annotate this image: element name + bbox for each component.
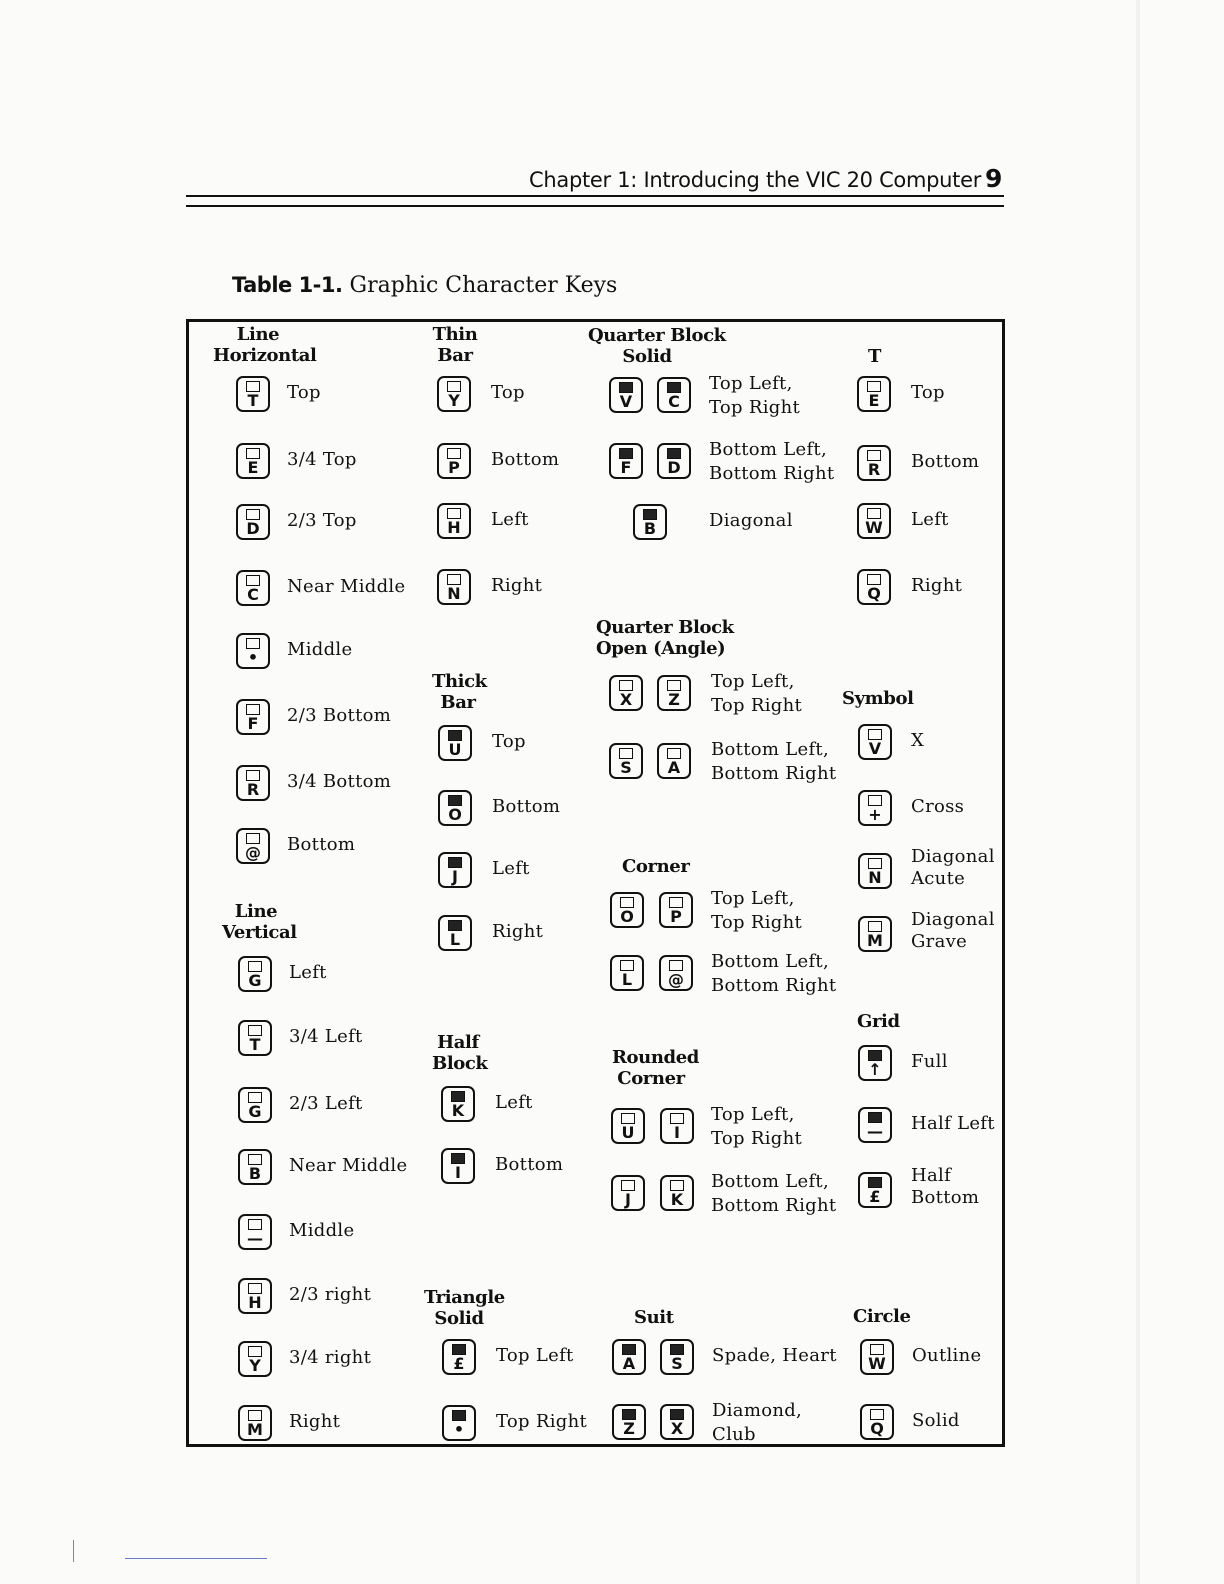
table-caption — [232, 273, 617, 298]
key-letter: U — [448, 740, 462, 759]
label-qbs-0-line2: Top Right — [709, 397, 801, 418]
header-rule-bottom — [186, 205, 1004, 207]
key-letter: — — [247, 1229, 263, 1248]
footer-link-line — [125, 1558, 267, 1559]
key-rounded-0-a — [611, 1108, 645, 1144]
label-thick-0: Top — [492, 731, 526, 752]
key-qbs-1-b — [657, 443, 691, 479]
key-letter: O — [620, 907, 634, 926]
label-half-0: Left — [495, 1092, 533, 1113]
key-letter: • — [453, 1420, 465, 1439]
table-label: Table 1-1. — [232, 273, 343, 297]
key-lv-4 — [238, 1214, 272, 1250]
section-half-block-title: Half Block — [432, 1032, 488, 1074]
key-letter: E — [868, 391, 880, 410]
key-qbo-1-a — [609, 743, 643, 779]
key-qbo-0-a — [609, 675, 643, 711]
label-lh-1: 3/4 Top — [287, 449, 357, 470]
label-lv-6: 3/4 right — [289, 1347, 372, 1368]
key-rounded-1-b — [660, 1175, 694, 1211]
key-letter: £ — [869, 1187, 881, 1206]
key-letter: P — [448, 458, 460, 477]
key-letter: • — [247, 648, 259, 667]
key-letter: S — [620, 758, 632, 777]
label-symbol-1: Cross — [911, 796, 965, 817]
label-thick-3: Right — [492, 921, 544, 942]
label-thin-2: Left — [491, 509, 529, 530]
key-lh-2 — [236, 504, 270, 540]
label-lh-0: Top — [287, 382, 321, 403]
key-rounded-1-a — [611, 1175, 645, 1211]
key-lh-0 — [236, 376, 270, 412]
label-lh-7: Bottom — [287, 834, 356, 855]
key-letter: Y — [249, 1356, 261, 1375]
label-half-1: Bottom — [495, 1154, 564, 1175]
key-letter: X — [619, 690, 633, 709]
label-thick-2: Left — [492, 858, 530, 879]
key-letter: + — [868, 805, 882, 824]
label-corner-1-line1: Bottom Left, — [711, 951, 829, 972]
section-t-title: T — [868, 346, 881, 367]
label-grid-2-line1: Half — [911, 1165, 952, 1186]
key-letter: M — [867, 931, 883, 950]
key-lv-3 — [238, 1149, 272, 1185]
label-corner-1-line2: Bottom Right — [711, 975, 837, 996]
key-corner-0-b — [659, 892, 693, 928]
label-symbol-3-line2: Grave — [911, 931, 968, 952]
label-qbs-0-line1: Top Left, — [709, 373, 793, 394]
key-letter: U — [621, 1123, 635, 1142]
key-letter: E — [247, 458, 259, 477]
key-half-0 — [441, 1086, 475, 1122]
margin-mark — [73, 1540, 74, 1562]
key-lh-1 — [236, 443, 270, 479]
label-lv-0: Left — [289, 962, 327, 983]
label-t-0: Top — [911, 382, 945, 403]
section-thick-bar-title: Thick Bar — [432, 671, 487, 713]
key-thick-3 — [438, 915, 472, 951]
key-letter: V — [868, 739, 882, 758]
key-letter: T — [247, 391, 259, 410]
key-letter: ↑ — [868, 1060, 882, 1079]
key-letter: Y — [448, 391, 460, 410]
label-t-1: Bottom — [911, 451, 980, 472]
key-circle-1 — [860, 1404, 894, 1440]
key-letter: T — [249, 1035, 261, 1054]
section-circle-title: Circle — [853, 1306, 911, 1327]
key-qbs-1-a — [609, 443, 643, 479]
key-letter: L — [621, 970, 633, 989]
key-letter: R — [867, 460, 881, 479]
key-symbol-3 — [858, 916, 892, 952]
label-suit-1-line1: Diamond, — [712, 1400, 803, 1421]
section-thin-bar-title: Thin Bar — [432, 324, 478, 366]
key-letter: @ — [245, 843, 261, 862]
label-grid-1: Half Left — [911, 1113, 995, 1134]
label-circle-1: Solid — [912, 1410, 960, 1431]
label-lh-3: Near Middle — [287, 576, 406, 597]
key-qbs-2 — [633, 504, 667, 540]
key-letter: R — [246, 780, 260, 799]
key-letter: I — [674, 1123, 680, 1142]
section-line-horizontal-title: Line Horizontal — [213, 324, 317, 366]
label-symbol-2-line2: Acute — [911, 868, 966, 889]
label-t-2: Left — [911, 509, 949, 530]
key-thin-3 — [437, 569, 471, 605]
label-qbo-0-line1: Top Left, — [711, 671, 795, 692]
label-rounded-1-line1: Bottom Left, — [711, 1171, 829, 1192]
key-t-3 — [857, 569, 891, 605]
label-grid-0: Full — [911, 1051, 948, 1072]
key-tri-1 — [442, 1405, 476, 1441]
label-thin-1: Bottom — [491, 449, 560, 470]
label-thick-1: Bottom — [492, 796, 561, 817]
key-letter: D — [246, 519, 260, 538]
key-letter: C — [247, 585, 259, 604]
key-suit-0-b — [660, 1339, 694, 1375]
label-qbo-1-line1: Bottom Left, — [711, 739, 829, 760]
key-letter: L — [449, 930, 461, 949]
key-lv-7 — [238, 1405, 272, 1441]
key-letter: J — [452, 867, 458, 886]
key-letter: Z — [668, 690, 680, 709]
key-lh-3 — [236, 570, 270, 606]
key-letter: B — [248, 1164, 262, 1183]
key-qbo-1-b — [657, 743, 691, 779]
key-letter: G — [248, 1102, 262, 1121]
label-rounded-0-line2: Top Right — [711, 1128, 803, 1149]
key-thick-0 — [438, 725, 472, 761]
key-tri-0 — [442, 1339, 476, 1375]
key-letter: J — [625, 1190, 631, 1209]
key-qbs-0-a — [609, 377, 643, 413]
label-corner-0-line2: Top Right — [711, 912, 803, 933]
key-corner-1-b — [659, 955, 693, 991]
key-t-0 — [857, 376, 891, 412]
key-suit-1-b — [660, 1404, 694, 1440]
key-symbol-1 — [858, 790, 892, 826]
label-rounded-0-line1: Top Left, — [711, 1104, 795, 1125]
key-letter: N — [447, 584, 461, 603]
label-symbol-3-line1: Diagonal — [911, 909, 995, 930]
key-lv-2 — [238, 1087, 272, 1123]
label-suit-1-line2: Club — [712, 1424, 756, 1445]
label-grid-2-line2: Bottom — [911, 1187, 980, 1208]
label-lv-7: Right — [289, 1411, 341, 1432]
key-letter: G — [248, 971, 262, 990]
key-letter: K — [451, 1101, 465, 1120]
key-letter: B — [643, 519, 657, 538]
key-thin-0 — [437, 376, 471, 412]
key-letter: D — [667, 458, 681, 477]
key-suit-1-a — [612, 1404, 646, 1440]
key-letter: I — [455, 1163, 461, 1182]
label-qbo-1-line2: Bottom Right — [711, 763, 837, 784]
key-letter: P — [670, 907, 682, 926]
key-letter: W — [868, 1354, 886, 1373]
label-lv-2: 2/3 Left — [289, 1093, 363, 1114]
key-letter: H — [447, 518, 461, 537]
key-lh-5 — [236, 699, 270, 735]
key-letter: £ — [453, 1354, 465, 1373]
key-t-2 — [857, 503, 891, 539]
key-thick-2 — [438, 852, 472, 888]
key-letter: Q — [870, 1419, 884, 1438]
section-symbol-title: Symbol — [842, 688, 914, 709]
key-thin-1 — [437, 443, 471, 479]
label-thin-0: Top — [491, 382, 525, 403]
label-lh-6: 3/4 Bottom — [287, 771, 392, 792]
key-lh-6 — [236, 765, 270, 801]
key-letter: O — [448, 805, 462, 824]
key-letter: X — [670, 1419, 684, 1438]
label-lh-4: Middle — [287, 639, 353, 660]
key-letter: Q — [867, 584, 881, 603]
section-suit-title: Suit — [634, 1307, 674, 1328]
label-lv-1: 3/4 Left — [289, 1026, 363, 1047]
label-t-3: Right — [911, 575, 963, 596]
header-rule-top — [186, 195, 1004, 197]
key-grid-0 — [858, 1045, 892, 1081]
key-letter: A — [622, 1354, 636, 1373]
page-number: 9 — [985, 164, 1003, 193]
label-suit-0: Spade, Heart — [712, 1345, 837, 1366]
key-letter: F — [620, 458, 632, 477]
key-circle-0 — [860, 1339, 894, 1375]
key-letter: — — [867, 1122, 883, 1141]
key-letter: Z — [623, 1419, 635, 1438]
key-lh-7 — [236, 828, 270, 864]
running-header-title: Chapter 1: Introducing the VIC 20 Computer — [529, 168, 982, 192]
section-triangle-solid-title: Triangle Solid — [424, 1287, 505, 1329]
key-thick-1 — [438, 790, 472, 826]
key-letter: C — [668, 392, 680, 411]
key-grid-1 — [858, 1107, 892, 1143]
label-lv-4: Middle — [289, 1220, 355, 1241]
section-corner-title: Corner — [622, 856, 690, 877]
key-symbol-0 — [858, 724, 892, 760]
label-lh-2: 2/3 Top — [287, 510, 357, 531]
key-lh-4 — [236, 633, 270, 669]
label-qbo-0-line2: Top Right — [711, 695, 803, 716]
label-tri-1: Top Right — [496, 1411, 588, 1432]
label-lv-3: Near Middle — [289, 1155, 408, 1176]
key-letter: K — [670, 1190, 684, 1209]
section-rounded-corner-title: Rounded Corner — [612, 1047, 699, 1089]
key-thin-2 — [437, 503, 471, 539]
section-grid-title: Grid — [857, 1011, 900, 1032]
label-symbol-2-line1: Diagonal — [911, 846, 995, 867]
key-lv-5 — [238, 1278, 272, 1314]
table-caption-text: Graphic Character Keys — [349, 273, 618, 298]
key-symbol-2 — [858, 853, 892, 889]
key-letter: H — [248, 1293, 262, 1312]
key-letter: A — [667, 758, 681, 777]
key-rounded-0-b — [660, 1108, 694, 1144]
label-symbol-0: X — [911, 730, 925, 751]
key-grid-2 — [858, 1172, 892, 1208]
label-lv-5: 2/3 right — [289, 1284, 372, 1305]
key-letter: F — [247, 714, 259, 733]
label-lh-5: 2/3 Bottom — [287, 705, 392, 726]
key-suit-0-a — [612, 1339, 646, 1375]
key-letter: M — [247, 1420, 263, 1439]
key-letter: N — [868, 868, 882, 887]
key-half-1 — [441, 1148, 475, 1184]
section-quarter-block-open-title: Quarter Block Open (Angle) — [596, 617, 734, 659]
label-qbs-2: Diagonal — [709, 510, 793, 531]
label-qbs-1-line2: Bottom Right — [709, 463, 835, 484]
key-letter: V — [619, 392, 633, 411]
key-qbo-0-b — [657, 675, 691, 711]
key-lv-1 — [238, 1020, 272, 1056]
key-letter: @ — [668, 970, 684, 989]
label-corner-0-line1: Top Left, — [711, 888, 795, 909]
key-corner-1-a — [610, 955, 644, 991]
section-quarter-block-solid-title: Quarter Block Solid — [588, 325, 726, 367]
section-line-vertical-title: Line Vertical — [222, 901, 297, 943]
key-t-1 — [857, 445, 891, 481]
label-thin-3: Right — [491, 575, 543, 596]
key-letter: S — [671, 1354, 683, 1373]
key-qbs-0-b — [657, 377, 691, 413]
label-circle-0: Outline — [912, 1345, 982, 1366]
key-lv-0 — [238, 956, 272, 992]
label-rounded-1-line2: Bottom Right — [711, 1195, 837, 1216]
key-corner-0-a — [610, 892, 644, 928]
key-lv-6 — [238, 1341, 272, 1377]
page-edge-shadow — [1136, 0, 1140, 1584]
label-qbs-1-line1: Bottom Left, — [709, 439, 827, 460]
key-letter: W — [865, 518, 883, 537]
label-tri-0: Top Left — [496, 1345, 574, 1366]
